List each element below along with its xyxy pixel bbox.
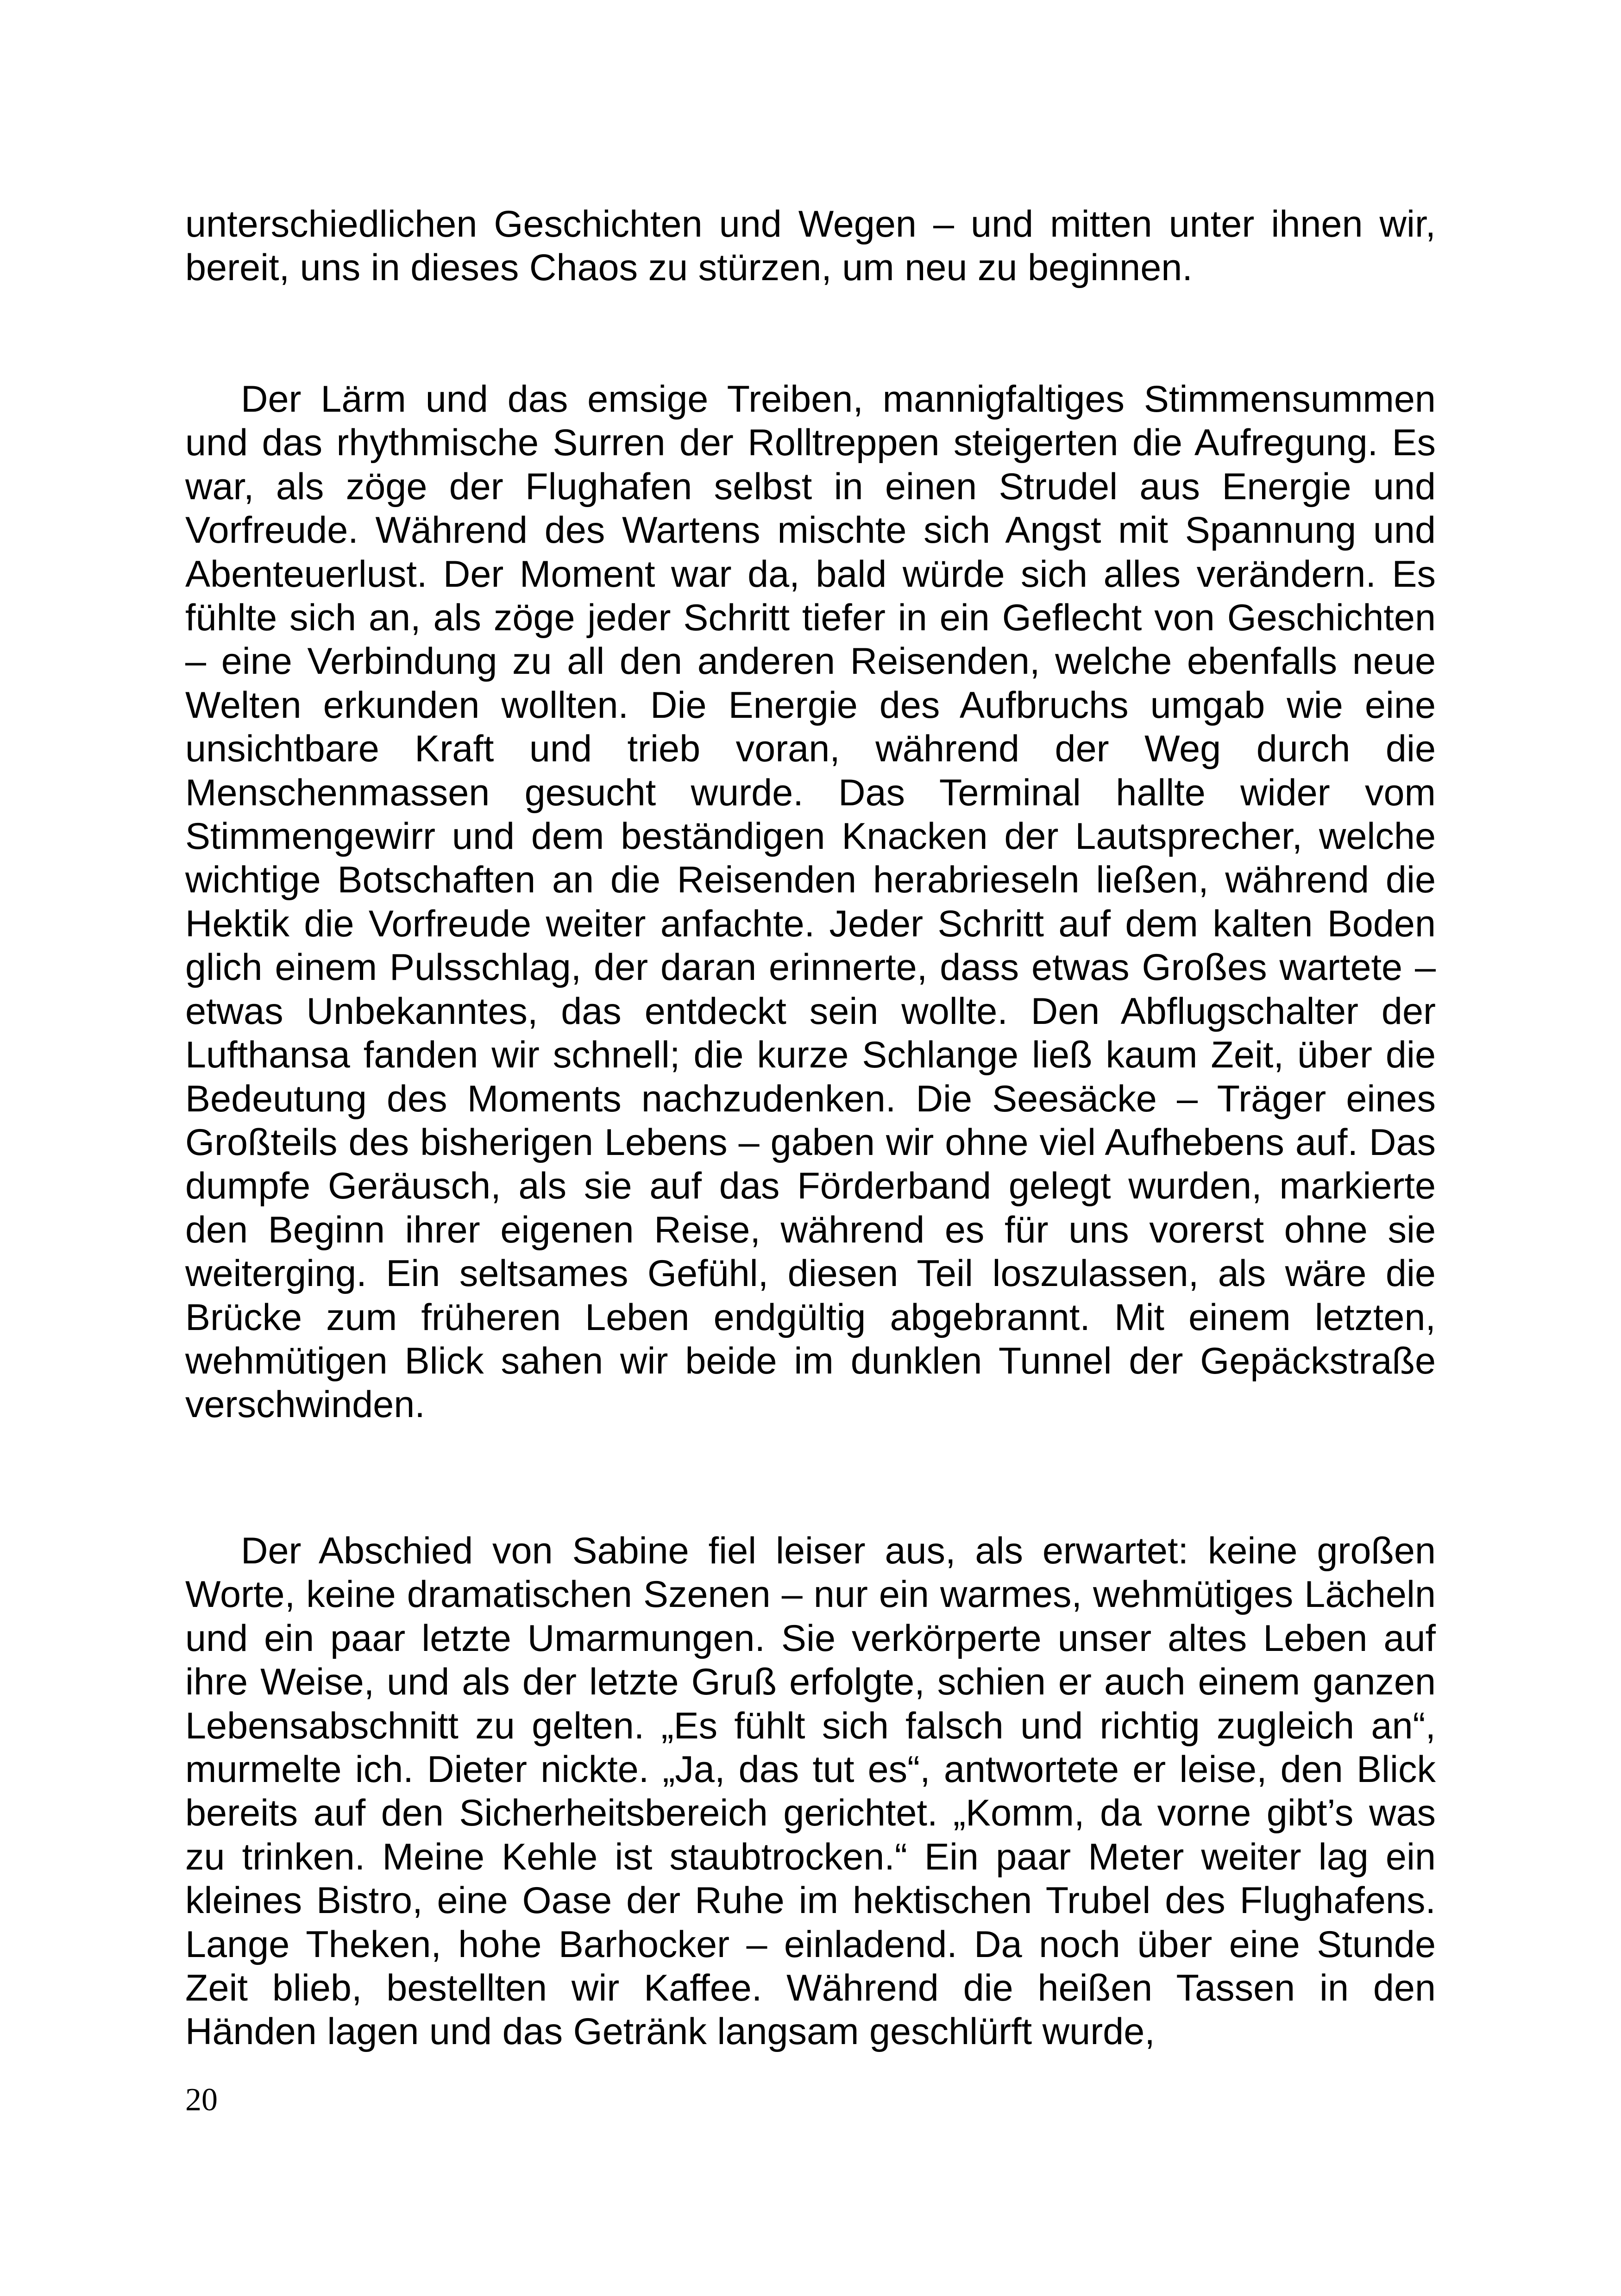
- paragraph-text: Der Lärm und das emsige Treiben, mannigfaltiges Stimmensummen und das rhythmische Surren der Rolltreppen steigerten die Aufregung. Es war, als zöge der Flughafen selbst in einen Strudel aus Energie und Vorfreude. Während des Wartens mischte sich Angst mit Spannung und Abenteuerlust. Der Moment war da, bald würde sich alles verändern. Es fühlte sich an, als zöge jeder Schritt tiefer in ein Geflecht von Geschichten – eine Verbindung zu all den anderen Reisenden, welche ebenfalls neue Welten erkunden wollten. Die Energie des Aufbruchs umgab wie eine unsichtbare Kraft und trieb voran, während der Weg durch die Menschenmassen gesucht wurde. Das Terminal hallte wider vom Stimmengewirr und dem beständigen Knacken der Lautsprecher, welche wichtige Botschaften an die Reisenden herabrieseln ließen, während die Hektik die Vorfreude weiter anfachte. Jeder Schritt auf dem kalten Boden glich einem Pulsschlag, der daran erinnerte, dass etwas Großes wartete – etwas Unbekanntes, das entdeckt sein wollte. Den Abflugschalter der Lufthansa fanden wir schnell; die kurze Schlange ließ kaum Zeit, über die Bedeutung des Moments nachzudenken. Die Seesäcke – Träger eines Großteils des bisherigen Lebens – gaben wir ohne viel Aufhebens auf. Das dumpfe Geräusch, als sie auf das Förderband gelegt wurden, markierte den Beginn ihrer eigenen Reise, während es für uns vorerst ohne sie weiterging. Ein seltsames Gefühl, diesen Teil loszulassen, als wäre die Brücke zum früheren Leben endgültig abgebrannt. Mit einem letzten, wehmütigen Blick sahen wir beide im dunklen Tunnel der Gepäckstraße verschwinden.: [185, 378, 1436, 1426]
- paragraph-text: Der Abschied von Sabine fiel leiser aus, als erwartet: keine großen Worte, keine dramatischen Szenen – nur ein warmes, wehmütiges Lächeln und ein paar letzte Umarmungen. Sie verkörperte unser altes Leben auf ihre Weise, und als der letzte Gruß erfolgte, schien er auch einem ganzen Lebensabschnitt zu gelten. „Es fühlt sich falsch und richtig zugleich an“, murmelte ich. Dieter nickte. „Ja, das tut es“, antwortete er leise, den Blick bereits auf den Sicherheitsbereich gerichtet. „Komm, da vorne gibt’s was zu trinken. Meine Kehle ist staubtrocken.“ Ein paar Meter weiter lag ein kleines Bistro, eine Oase der Ruhe im hektischen Trubel des Flughafens. Lange Theken, hohe Barhocker – einladend. Da noch über eine Stunde Zeit blieb, bestellten wir Kaffee. Während die heißen Tassen in den Händen lagen und das Getränk langsam geschlürft wurde,: [185, 1530, 1436, 2053]
- paragraph-airport-terminal: [185, 377, 1436, 1427]
- paragraph-continuation: [185, 202, 1436, 290]
- paragraph-text: unterschiedlichen Geschichten und Wegen – und mitten unter ihnen wir, bereit, uns in dieses Chaos zu stürzen, um neu zu beginnen.: [185, 203, 1436, 289]
- paragraph-farewell-sabine: [185, 1529, 1436, 2054]
- page-number: 20: [185, 2082, 218, 2118]
